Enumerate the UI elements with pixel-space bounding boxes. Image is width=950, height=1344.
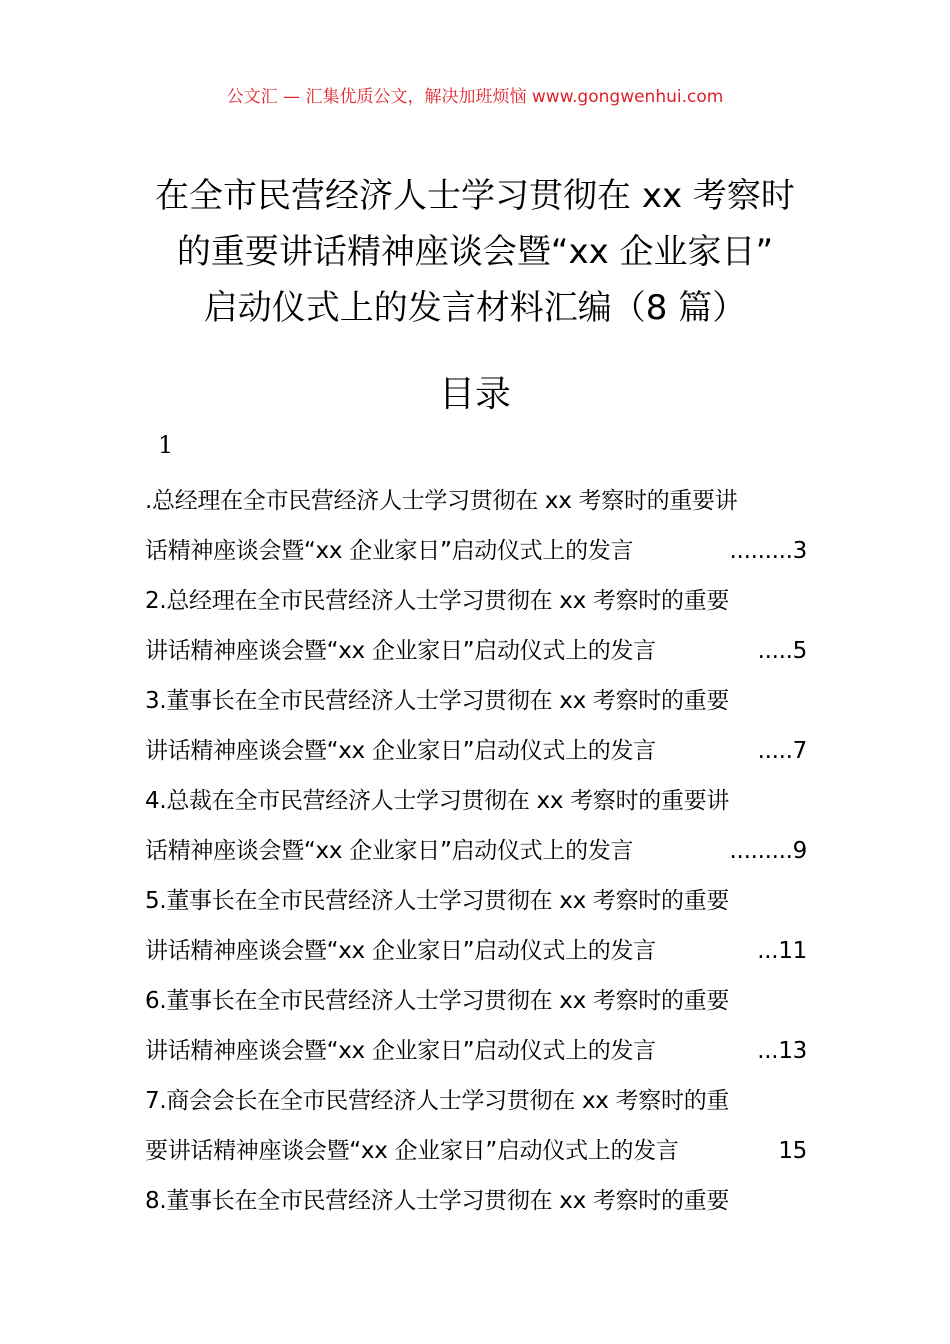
watermark-text: 公文汇 — 汇集优质公文，解决加班烦恼 www.gongwenhui.com <box>226 87 724 107</box>
toc-entry-4[interactable] <box>145 776 807 876</box>
toc-page-number: 9 <box>792 838 807 864</box>
toc-page-number: 5 <box>792 638 807 664</box>
toc-entry-line-1: 2.总经理在全市民营经济人士学习贯彻在 xx 考察时的重要 <box>145 588 730 614</box>
toc-entry-6[interactable] <box>145 976 807 1076</box>
toc-leader-dots <box>679 1126 779 1176</box>
toc-page-number: 7 <box>792 738 807 764</box>
toc-entry-2[interactable] <box>145 576 807 676</box>
toc-entry-line-1: 6.董事长在全市民营经济人士学习贯彻在 xx 考察时的重要 <box>145 988 730 1014</box>
toc-entry-line-1: 8.董事长在全市民营经济人士学习贯彻在 xx 考察时的重要 <box>145 1188 730 1214</box>
toc-entry-line-2 <box>145 926 807 976</box>
toc-entry-line-2 <box>145 1026 807 1076</box>
toc-leader-dots: ......... <box>729 838 793 864</box>
toc-heading: 目录 <box>438 374 511 415</box>
toc-entry-line-1: 3.董事长在全市民营经济人士学习贯彻在 xx 考察时的重要 <box>145 688 730 714</box>
toc-page-number: 15 <box>778 1138 807 1164</box>
toc-entry-3[interactable] <box>145 676 807 776</box>
toc-entry-text: 讲话精神座谈会暨“xx 企业家日”启动仪式上的发言 <box>145 938 656 964</box>
toc-entry-1[interactable] <box>145 476 807 576</box>
toc-entry-line-2 <box>145 626 807 676</box>
toc-leader-dots: ..... <box>757 738 793 764</box>
toc-entry-line-2 <box>145 526 807 576</box>
toc-leader-dots: ... <box>757 938 779 964</box>
toc-page-number: 13 <box>778 1038 807 1064</box>
toc-page-number: 3 <box>792 538 807 564</box>
title-line-3: 启动仪式上的发言材料汇编（8 篇） <box>203 288 747 328</box>
toc-entry-text: 讲话精神座谈会暨“xx 企业家日”启动仪式上的发言 <box>145 638 656 664</box>
toc-entry-7[interactable] <box>145 1076 807 1176</box>
toc-leader-dots: ... <box>757 1038 779 1064</box>
toc-entry-8[interactable] <box>145 1176 807 1226</box>
watermark-banner <box>0 84 950 110</box>
toc-entry-line-2 <box>145 1126 807 1176</box>
toc-entry-5[interactable] <box>145 876 807 976</box>
title-line-2: 的重要讲话精神座谈会暨“xx 企业家日” <box>176 232 774 272</box>
toc-entry-line-2 <box>145 726 807 776</box>
toc-entry-line-1: 4.总裁在全市民营经济人士学习贯彻在 xx 考察时的重要讲 <box>145 788 730 814</box>
stray-list-number: 1 <box>158 431 174 459</box>
toc-entry-line-1: .总经理在全市民营经济人士学习贯彻在 xx 考察时的重要讲 <box>145 488 738 514</box>
document-title <box>120 168 830 336</box>
toc-entry-text: 要讲话精神座谈会暨“xx 企业家日”启动仪式上的发言 <box>145 1138 679 1164</box>
toc-page-number: 11 <box>778 938 807 964</box>
toc-entry-text: 讲话精神座谈会暨“xx 企业家日”启动仪式上的发言 <box>145 738 656 764</box>
table-of-contents <box>145 476 807 1226</box>
toc-leader-dots: ..... <box>757 638 793 664</box>
toc-entry-text: 讲话精神座谈会暨“xx 企业家日”启动仪式上的发言 <box>145 1038 656 1064</box>
toc-entry-text: 话精神座谈会暨“xx 企业家日”启动仪式上的发言 <box>145 838 634 864</box>
title-line-1: 在全市民营经济人士学习贯彻在 xx 考察时 <box>155 176 795 216</box>
toc-entry-line-1: 7.商会会长在全市民营经济人士学习贯彻在 xx 考察时的重 <box>145 1088 730 1114</box>
toc-leader-dots: ......... <box>729 538 793 564</box>
toc-entry-text: 话精神座谈会暨“xx 企业家日”启动仪式上的发言 <box>145 538 634 564</box>
toc-entry-line-1: 5.董事长在全市民营经济人士学习贯彻在 xx 考察时的重要 <box>145 888 730 914</box>
toc-entry-line-2 <box>145 826 807 876</box>
